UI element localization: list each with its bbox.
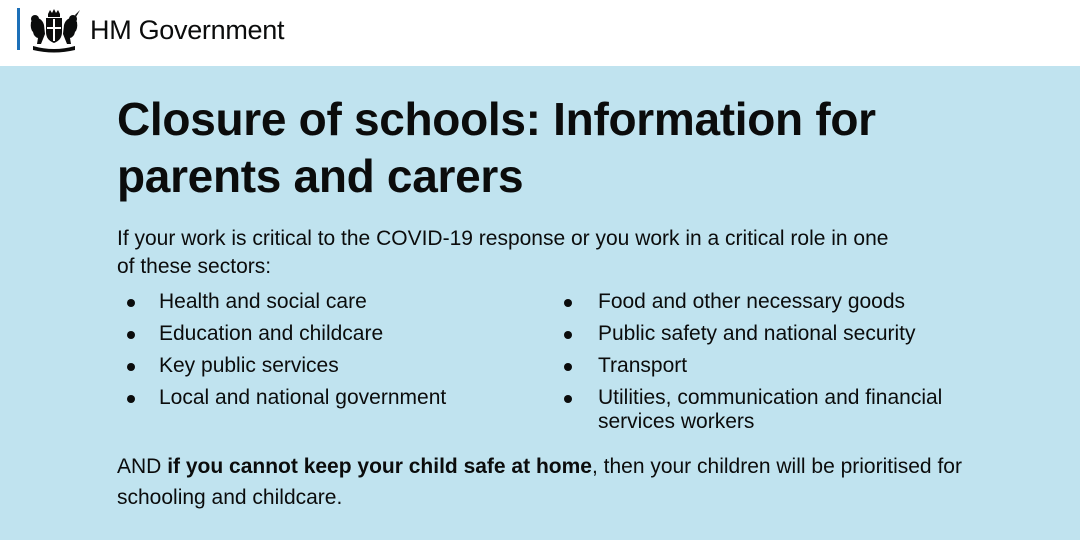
brand-name[interactable]: HM Government — [90, 15, 285, 45]
list-item — [556, 322, 976, 346]
brand-accent-rule — [17, 8, 20, 50]
sector-label: Food and other necessary goods — [598, 290, 906, 313]
sector-label: Local and national government — [159, 386, 447, 409]
bullet-icon — [564, 331, 572, 339]
intro-text: If your work is critical to the COVID-19 response or you work in a critical role in one of these sectors: — [117, 227, 889, 278]
conclusion-suffix: , then your children will be prioritised for schooling and childcare. — [117, 455, 962, 509]
sector-label: Health and social care — [159, 290, 367, 313]
list-item — [556, 386, 976, 434]
sector-label: Education and childcare — [159, 322, 384, 345]
sector-list-right — [556, 290, 976, 442]
list-item — [117, 386, 537, 410]
page-title: Closure of schools: Information for parents and carers — [117, 93, 876, 202]
sector-label: Key public services — [159, 354, 339, 377]
site-header — [0, 0, 1080, 66]
list-item — [117, 290, 537, 314]
sector-label: Utilities, communication and financial services workers — [598, 386, 943, 433]
conclusion-text — [117, 451, 977, 513]
bullet-icon — [127, 331, 135, 339]
sector-label: Public safety and national security — [598, 322, 916, 345]
bullet-icon — [127, 363, 135, 371]
sector-list-left — [117, 290, 537, 418]
bullet-icon — [127, 299, 135, 307]
conclusion-emphasis: if you cannot keep your child safe at home — [167, 455, 592, 478]
list-item — [556, 354, 976, 378]
bullet-icon — [127, 395, 135, 403]
royal-coat-of-arms-icon — [27, 8, 81, 54]
conclusion-prefix: AND — [117, 455, 168, 478]
bullet-icon — [564, 395, 572, 403]
bullet-icon — [564, 299, 572, 307]
list-item — [556, 290, 976, 314]
list-item — [117, 354, 537, 378]
bullet-icon — [564, 363, 572, 371]
sector-label: Transport — [598, 354, 688, 377]
list-item — [117, 322, 537, 346]
